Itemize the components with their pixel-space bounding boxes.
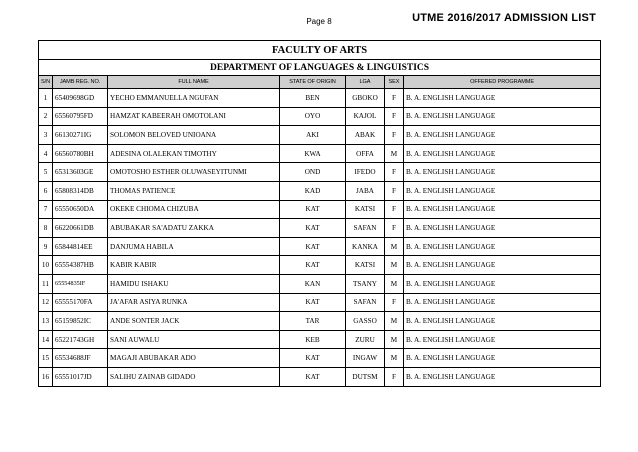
cell-state: KAN [280, 274, 346, 293]
cell-sex: F [385, 89, 404, 108]
cell-reg-no: 65534688JF [53, 349, 108, 368]
cell-programme: B. A. ENGLISH LANGUAGE [404, 367, 601, 386]
cell-state: AKI [280, 126, 346, 145]
cell-sex: F [385, 181, 404, 200]
cell-sn: 13 [39, 312, 53, 331]
table-row [39, 126, 601, 145]
cell-sex: M [385, 330, 404, 349]
cell-programme: B. A. ENGLISH LANGUAGE [404, 293, 601, 312]
table-row [39, 367, 601, 386]
cell-lga: ZURU [346, 330, 385, 349]
cell-sex: F [385, 200, 404, 219]
cell-lga: KAJOL [346, 107, 385, 126]
cell-programme: B. A. ENGLISH LANGUAGE [404, 200, 601, 219]
table-row [39, 330, 601, 349]
cell-state: BEN [280, 89, 346, 108]
cell-state: OYO [280, 107, 346, 126]
cell-sn: 7 [39, 200, 53, 219]
cell-state: KAT [280, 349, 346, 368]
cell-full-name: ADESINA OLALEKAN TIMOTHY [108, 144, 280, 163]
cell-sn: 16 [39, 367, 53, 386]
cell-full-name: ABUBAKAR SA'ADATU ZAKKA [108, 219, 280, 238]
cell-full-name: MAGAJI ABUBAKAR ADO [108, 349, 280, 368]
cell-lga: OFFA [346, 144, 385, 163]
cell-lga: KATSI [346, 256, 385, 275]
cell-lga: KANKA [346, 237, 385, 256]
cell-state: KAT [280, 200, 346, 219]
faculty-heading: FACULTY OF ARTS [39, 41, 601, 60]
cell-lga: IFEDO [346, 163, 385, 182]
cell-full-name: JA'AFAR ASIYA RUNKA [108, 293, 280, 312]
cell-lga: KATSI [346, 200, 385, 219]
cell-sn: 1 [39, 89, 53, 108]
cell-sn: 15 [39, 349, 53, 368]
cell-reg-no: 65555170FA [53, 293, 108, 312]
cell-state: KAD [280, 181, 346, 200]
cell-reg-no: 65844814EE [53, 237, 108, 256]
cell-state: KAT [280, 293, 346, 312]
table-row [39, 107, 601, 126]
table-row [39, 312, 601, 331]
cell-sn: 14 [39, 330, 53, 349]
cell-state: TAR [280, 312, 346, 331]
cell-state: KAT [280, 367, 346, 386]
cell-programme: B. A. ENGLISH LANGUAGE [404, 274, 601, 293]
cell-full-name: YECHO EMMANUELLA NGUFAN [108, 89, 280, 108]
cell-reg-no: 65808314DB [53, 181, 108, 200]
cell-full-name: HAMIDU ISHAKU [108, 274, 280, 293]
table-row [39, 181, 601, 200]
document-title: UTME 2016/2017 ADMISSION LIST [412, 12, 596, 24]
cell-programme: B. A. ENGLISH LANGUAGE [404, 349, 601, 368]
table-row [39, 349, 601, 368]
cell-programme: B. A. ENGLISH LANGUAGE [404, 312, 601, 331]
cell-full-name: KABIR KABIR [108, 256, 280, 275]
table-row [39, 219, 601, 238]
admission-table [38, 40, 601, 387]
cell-full-name: THOMAS PATIENCE [108, 181, 280, 200]
cell-sn: 11 [39, 274, 53, 293]
admission-list-sheet [38, 40, 600, 387]
cell-lga: SAFAN [346, 219, 385, 238]
col-header-sn: S/N [39, 76, 53, 89]
col-header-reg: JAMB REG. NO. [53, 76, 108, 89]
cell-state: KAT [280, 219, 346, 238]
cell-sex: M [385, 144, 404, 163]
cell-reg-no: 65409698GD [53, 89, 108, 108]
cell-sex: M [385, 237, 404, 256]
cell-reg-no: 65313603GE [53, 163, 108, 182]
cell-sex: M [385, 349, 404, 368]
cell-sex: F [385, 163, 404, 182]
cell-state: OND [280, 163, 346, 182]
cell-reg-no: 65560795FD [53, 107, 108, 126]
cell-programme: B. A. ENGLISH LANGUAGE [404, 107, 601, 126]
cell-sn: 4 [39, 144, 53, 163]
cell-full-name: HAMZAT KABEERAH OMOTOLANI [108, 107, 280, 126]
cell-state: KWA [280, 144, 346, 163]
cell-sex: F [385, 107, 404, 126]
cell-reg-no: 65554387HB [53, 256, 108, 275]
cell-state: KAT [280, 237, 346, 256]
cell-lga: DUTSM [346, 367, 385, 386]
table-row [39, 200, 601, 219]
col-header-state: STATE OF ORIGIN [280, 76, 346, 89]
cell-state: KAT [280, 256, 346, 275]
cell-programme: B. A. ENGLISH LANGUAGE [404, 89, 601, 108]
cell-sn: 5 [39, 163, 53, 182]
cell-sex: M [385, 274, 404, 293]
cell-full-name: SANI AUWALU [108, 330, 280, 349]
cell-sn: 9 [39, 237, 53, 256]
cell-full-name: DANJUMA HABILA [108, 237, 280, 256]
cell-programme: B. A. ENGLISH LANGUAGE [404, 237, 601, 256]
column-header-row [39, 76, 601, 89]
cell-programme: B. A. ENGLISH LANGUAGE [404, 219, 601, 238]
cell-sn: 3 [39, 126, 53, 145]
cell-programme: B. A. ENGLISH LANGUAGE [404, 163, 601, 182]
cell-programme: B. A. ENGLISH LANGUAGE [404, 256, 601, 275]
cell-lga: JABA [346, 181, 385, 200]
cell-sex: F [385, 293, 404, 312]
cell-lga: GBOKO [346, 89, 385, 108]
cell-reg-no: 66560780BH [53, 144, 108, 163]
table-row [39, 89, 601, 108]
cell-lga: ABAK [346, 126, 385, 145]
cell-sn: 6 [39, 181, 53, 200]
cell-sex: F [385, 126, 404, 145]
department-heading: DEPARTMENT OF LANGUAGES & LINGUISTICS [39, 60, 601, 76]
col-header-name: FULL NAME [108, 76, 280, 89]
cell-full-name: ANDE SONTER JACK [108, 312, 280, 331]
cell-sex: F [385, 367, 404, 386]
cell-lga: GASSO [346, 312, 385, 331]
table-row [39, 237, 601, 256]
page-number: Page 8 [306, 17, 332, 26]
cell-sn: 10 [39, 256, 53, 275]
cell-lga: TSANY [346, 274, 385, 293]
cell-full-name: OMOTOSHO ESTHER OLUWASEYITUNMI [108, 163, 280, 182]
cell-sn: 12 [39, 293, 53, 312]
cell-state: KEB [280, 330, 346, 349]
cell-full-name: OKEKE CHIOMA CHIZUBA [108, 200, 280, 219]
table-row [39, 256, 601, 275]
cell-programme: B. A. ENGLISH LANGUAGE [404, 330, 601, 349]
cell-programme: B. A. ENGLISH LANGUAGE [404, 181, 601, 200]
table-row [39, 293, 601, 312]
cell-sn: 8 [39, 219, 53, 238]
cell-programme: B. A. ENGLISH LANGUAGE [404, 126, 601, 145]
table-row [39, 144, 601, 163]
cell-sn: 2 [39, 107, 53, 126]
cell-reg-no: 65221743GH [53, 330, 108, 349]
cell-sex: M [385, 312, 404, 331]
cell-lga: SAFAN [346, 293, 385, 312]
cell-full-name: SALIHU ZAINAB GIDADO [108, 367, 280, 386]
col-header-programme: OFFERED PROGRAMME [404, 76, 601, 89]
cell-full-name: SOLOMON BELOVED UNIOANA [108, 126, 280, 145]
table-row [39, 163, 601, 182]
cell-programme: B. A. ENGLISH LANGUAGE [404, 144, 601, 163]
table-row [39, 274, 601, 293]
cell-reg-no: 65159852IC [53, 312, 108, 331]
cell-lga: INGAW [346, 349, 385, 368]
cell-reg-no: 66130271IG [53, 126, 108, 145]
cell-reg-no: 66220661DB [53, 219, 108, 238]
cell-sex: F [385, 219, 404, 238]
cell-sex: M [385, 256, 404, 275]
col-header-sex: SEX [385, 76, 404, 89]
cell-reg-no: 65554835IF [53, 274, 108, 293]
cell-reg-no: 65551017JD [53, 367, 108, 386]
cell-reg-no: 65550650DA [53, 200, 108, 219]
col-header-lga: LGA [346, 76, 385, 89]
